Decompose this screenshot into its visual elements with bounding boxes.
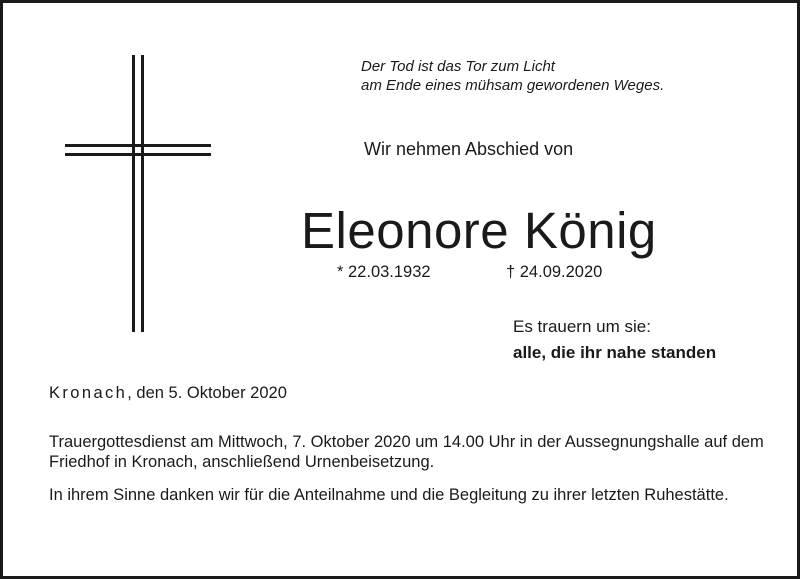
mourners-names: alle, die ihr nahe standen <box>513 343 717 362</box>
notice-date: , den 5. Oktober 2020 <box>127 384 287 402</box>
funeral-service-info: Trauergottesdienst am Mittwoch, 7. Oktober 2020 um 14.00 Uhr in der Aussegnungshalle auf dem Friedhof in Kronach, anschließend Urnenbeisetzung. <box>49 433 764 471</box>
thanks-text: In ihrem Sinne danken wir für die Anteilnahme und die Begleitung zu ihrer letzten Ruhestätte. <box>49 486 729 504</box>
quote-line-1: Der Tod ist das Tor zum Licht <box>361 58 555 75</box>
deceased-name: Eleonore König <box>301 202 657 259</box>
place-name: Kronach <box>49 384 128 402</box>
cross-icon <box>65 55 213 335</box>
mourners-label: Es trauern um sie: <box>513 317 651 336</box>
quote-line-2: am Ende eines mühsam gewordenen Weges. <box>361 77 665 94</box>
birth-date: * 22.03.1932 <box>337 263 431 281</box>
farewell-intro: Wir nehmen Abschied von <box>364 139 574 159</box>
death-date: † 24.09.2020 <box>506 263 603 281</box>
place-and-date <box>49 384 287 403</box>
epitaph-quote <box>361 57 781 95</box>
